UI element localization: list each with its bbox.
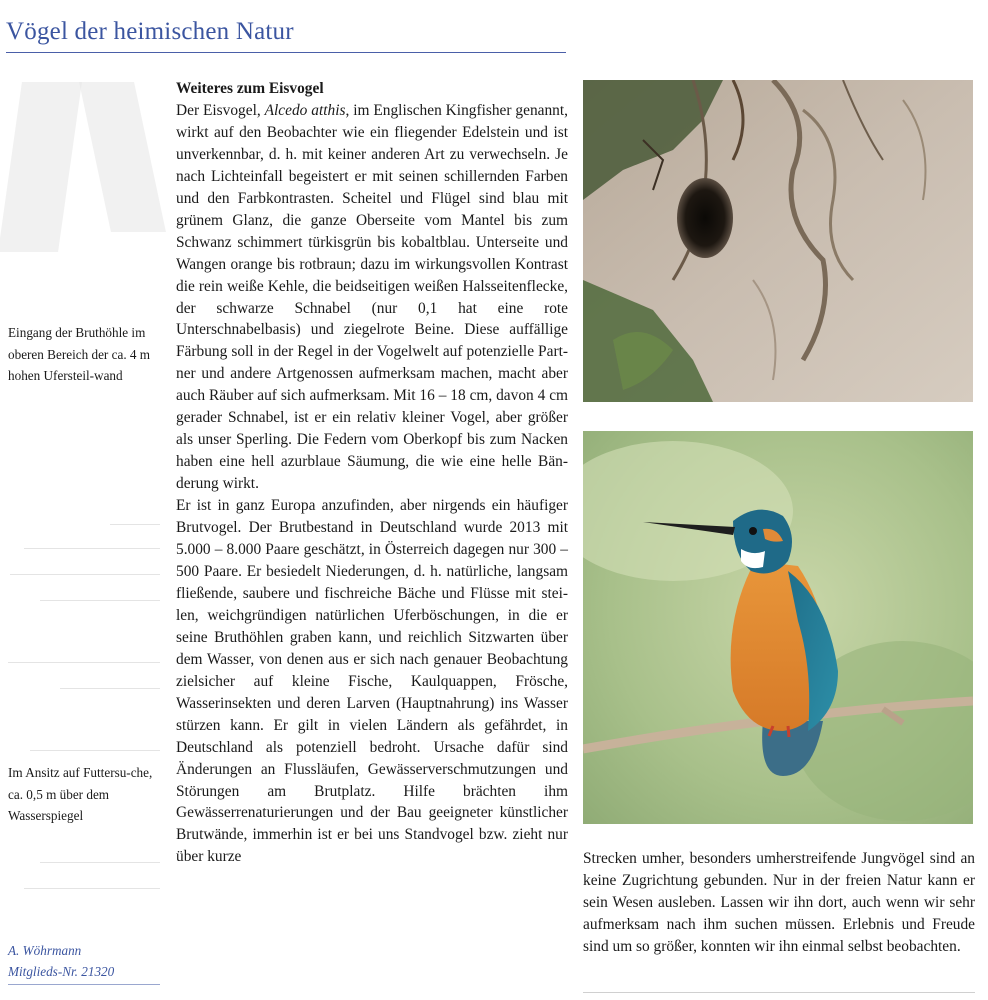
ghost-shape [79, 82, 166, 232]
article-continuation: Strecken umher, besonders umherstreifende Jungvögel sind an keine Zugrichtung gebunden. Nur in der freien Natur kann er sein Wesen ausleben. Lassen wir ihn dort, auch wenn wir sehr aufmerksam nach ihm suchen müssen. Erlebnis und Freude sind um so größer, konnten wir ihn einmal selbst beobachten. [583, 850, 975, 955]
burrow-photo [583, 80, 973, 402]
article-body [176, 78, 568, 868]
page-title: Vögel der heimischen Natur [6, 18, 294, 45]
ghost-line [30, 750, 160, 751]
article-heading: Weiteres zum Eisvogel [176, 80, 324, 97]
ghost-line [110, 524, 160, 525]
ghost-line [40, 862, 160, 863]
author-name: A. Wöhrmann [8, 943, 82, 958]
author-member-number: Mitglieds-Nr. 21320 [8, 964, 115, 979]
species-name: Alcedo atthis [264, 101, 346, 119]
author-block [8, 940, 160, 985]
paragraph-text: Der Eisvogel, [176, 101, 265, 119]
ghost-line [10, 574, 160, 575]
bottom-rule [583, 992, 975, 993]
kingfisher-photo [583, 431, 973, 824]
ghost-line [24, 888, 160, 889]
page-header [6, 16, 566, 53]
article-paragraph: Er ist in ganz Europa anzufinden, aber nirgends ein häufiger Brutvogel. Der Brutbestand in Deutschland wurde 2013 mit 5.000 – 8.000 Paare geschätzt, in Österreich dagegen nur 300 – 500 Paare. Er besiedelt Niederungen, d. h. natürliche, langsam fließende, saubere und fischreiche Bäche und Flüsse mit steilen, weichgründigen natürlichen Uferböschungen, in die er seine Bruthöhlen graben kann, und reichlich Sitzwarten über dem Wasser, von denen aus er sich nach genauer Beobachtung zielsicher auf kleine Fische, Kaulquappen, Frösche, Wasserinsekten und deren Larven (Hauptnahrung) ins Wasser stürzen kann. Er gilt in vielen Ländern als gefährdet, in Deutschland als potenziell bedroht. Ursache dafür sind Änderungen an Flussläufen, Gewässerverschmutzungen und Störungen am Brutplatz. Hilfe brächten ihm Gewässerrenaturierungen und der Bau geeigneter künstlicher Brutwände, immerhin ist er bei uns Standvogel bzw. zieht nur über kurze [176, 497, 568, 866]
article-paragraph [176, 100, 568, 495]
photo-caption-perch: Im Ansitz auf Futtersu-che, ca. 0,5 m über dem Wasserspiegel [8, 765, 153, 824]
ghost-line [8, 662, 160, 663]
paragraph-text: , im Englischen Kingfisher genannt, wirkt auf den Beobachter wie ein fliegender Edelstein und ist unverkennbar, d. h. mit keiner anderen Art zu verwechseln. Je nach Lichteinfall begeistert er mit seinen schillernden Farben und den Farbkontrasten. Scheitel und Flügel sind blau mit grünem Glanz, die ganze Oberseite vom Mantel bis zum Schwanz schimmert türkisgrün bis kobaltblau. Unterseite und Wangen orange bis rotbraun; dazu im wirkungsvollen Kontrast die rein weiße Kehle, die beidseitigen weißen Halsseitenflecke, der schwarze Schnabel (nur 0,1 hat eine rote Unterschnabelbasis) und ziegelrote Beine. Diese auffällige Färbung soll in der Regel in der Vogelwelt auf potenzielle Partner und andere Artgenossen aufmerksam machen, macht aber auch Räuber auf sich aufmerksam. Mit 16 – 18 cm, davon 4 cm gerader Schnabel, ist er ein relativ kleiner Vogel, aber größer als unser Sperling. Die Federn vom Oberkopf bis zum Nacken haben eine hell azurblaue Säumung, die wie eine helle Bänderung wirkt. [176, 101, 568, 493]
photo-caption-burrow: Eingang der Bruthöhle im oberen Bereich der ca. 4 m hohen Ufersteil-wand [8, 325, 151, 384]
show-through-background [0, 62, 168, 1000]
riverbank-burrow-image [583, 80, 973, 402]
kingfisher-on-branch-image [583, 431, 973, 824]
ghost-line [40, 600, 160, 601]
ghost-shape [0, 82, 82, 252]
ghost-line [60, 688, 160, 689]
ghost-line [24, 548, 160, 549]
